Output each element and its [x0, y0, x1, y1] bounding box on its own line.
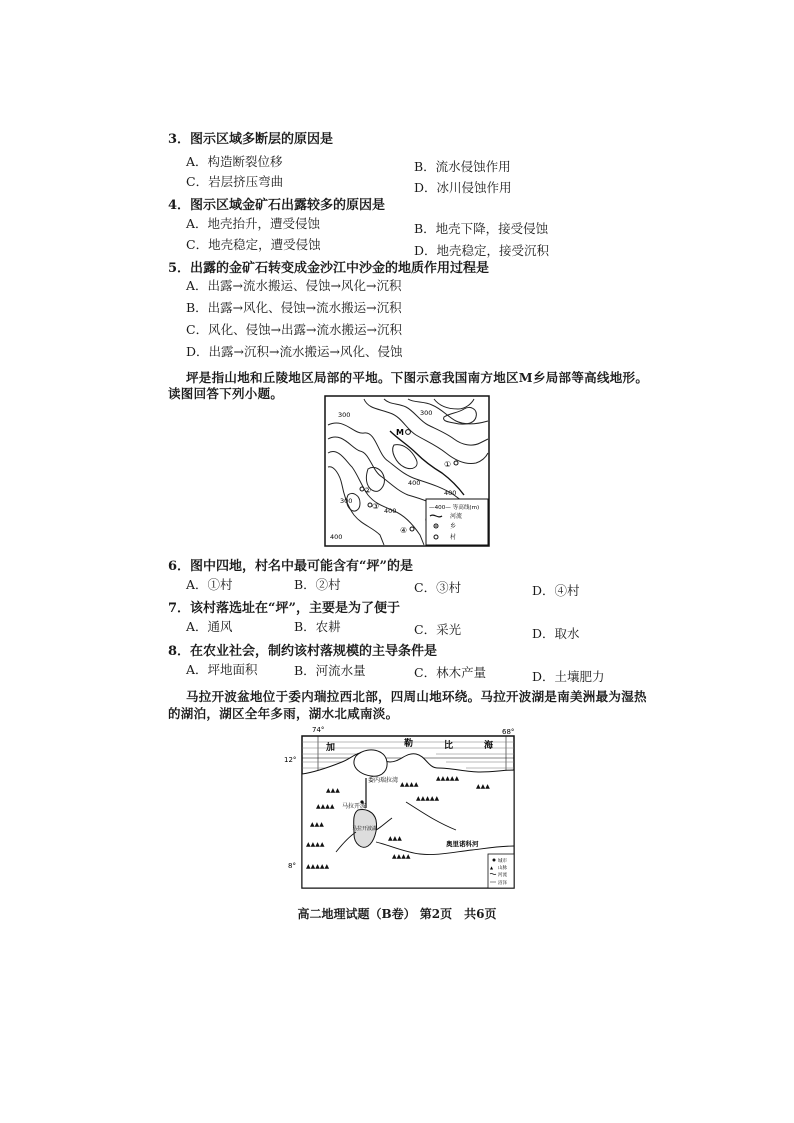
township-label: M	[396, 428, 404, 437]
q7-option-a: A．通风	[186, 619, 233, 634]
q8-option-c: C．林木产量	[414, 665, 487, 680]
q3-option-b: B．流水侵蚀作用	[414, 159, 511, 174]
q4-option-c: C．地壳稳定，遭受侵蚀	[186, 237, 321, 252]
svg-text:▲▲▲▲: ▲▲▲▲	[400, 781, 419, 788]
svg-text:▲▲▲▲▲: ▲▲▲▲▲	[416, 795, 440, 802]
svg-text:▲▲▲▲: ▲▲▲▲	[306, 841, 325, 848]
q4-option-d: D．地壳稳定，接受沉积	[414, 243, 550, 258]
svg-text:▲▲▲: ▲▲▲	[476, 783, 490, 790]
q3-option-c: C．岩层挤压弯曲	[186, 174, 284, 189]
q8-option-d: D．土壤肥力	[532, 669, 605, 684]
legend-township-dot	[435, 525, 437, 527]
question-7-stem: 7．该村落选址在“坪”，主要是为了便于	[168, 601, 401, 616]
maracaibo-map-figure	[284, 722, 518, 892]
q6-option-d: D．④村	[532, 583, 580, 598]
longitude-label: 68°	[502, 728, 515, 736]
legend-village: 村	[450, 534, 457, 541]
svg-text:▲▲▲▲: ▲▲▲▲	[316, 803, 335, 810]
q6-option-b: B．②村	[294, 577, 341, 592]
longitude-label: 74°	[312, 726, 325, 734]
latitude-label: 12°	[284, 756, 297, 764]
contour-map-figure	[324, 395, 490, 547]
svg-text:▲▲▲: ▲▲▲	[310, 821, 324, 828]
legend-river: 河流	[498, 873, 507, 878]
q7-option-d: D．取水	[532, 626, 580, 641]
contour-label: 300	[338, 411, 351, 419]
q8-option-a: A．坪地面积	[186, 662, 258, 677]
question-8-stem: 8．在农业社会，制约该村落规模的主导条件是	[168, 644, 438, 659]
place-maracaibo-lake: 马拉开波湖	[352, 826, 378, 832]
q7-option-b: B．农耕	[294, 619, 341, 634]
q3-option-d: D．冰川侵蚀作用	[414, 180, 512, 195]
contour-label: 400	[408, 479, 421, 487]
village-label: ①	[444, 460, 452, 469]
legend-mountain-symbol: ▲	[490, 865, 494, 870]
svg-text:▲▲▲: ▲▲▲	[326, 787, 340, 794]
svg-text:▲▲▲: ▲▲▲	[388, 835, 402, 842]
contour-label: 400	[330, 533, 343, 541]
village-label: ②	[364, 486, 372, 495]
q5-option-d: D．出露→沉积→流水搬运→风化、侵蚀	[186, 344, 403, 359]
q5-option-c: C．风化、侵蚀→出露→流水搬运→沉积	[186, 322, 402, 337]
legend-city-symbol	[493, 859, 496, 862]
village-label: ③	[372, 502, 380, 511]
page-footer: 高二地理试题（B卷） 第2页 共6页	[297, 907, 497, 921]
place-venezuela-gulf: 委内瑞拉湾	[368, 777, 399, 784]
latitude-label: 8°	[288, 862, 296, 870]
q4-option-a: A．地壳抬升，遭受侵蚀	[186, 216, 321, 231]
legend-township: 乡	[450, 523, 457, 530]
svg-text:▲▲▲▲: ▲▲▲▲	[392, 853, 411, 860]
place-maracaibo: 马拉开波	[342, 803, 367, 810]
contour-label: 400	[384, 507, 397, 515]
q7-option-c: C．采光	[414, 622, 462, 637]
contour-label: 300	[420, 409, 433, 417]
q4-option-b: B．地壳下降，接受侵蚀	[414, 221, 549, 236]
legend-river: 河流	[450, 513, 463, 520]
sea-char: 加	[326, 743, 336, 753]
legend-contour: —400— 等高线(m)	[429, 505, 480, 511]
svg-text:▲▲▲▲▲: ▲▲▲▲▲	[306, 863, 330, 870]
legend-swamp: 沼泽	[498, 881, 507, 886]
q3-option-a: A．构造断裂位移	[186, 154, 283, 169]
legend-city: 城市	[498, 859, 507, 864]
contour-label: 400	[444, 489, 457, 497]
question-3-stem: 3．图示区域多断层的原因是	[168, 132, 334, 147]
passage-2-line-2: 的湖泊，湖区全年多雨，湖水北咸南淡。	[168, 706, 399, 721]
passage-1-line-1: 坪是指山地和丘陵地区局部的平地。下图示意我国南方地区M乡局部等高线地形。	[186, 370, 649, 385]
passage-2-line-1: 马拉开波盆地位于委内瑞拉西北部，四周山地环绕。马拉开波湖是南美洲最为湿热	[186, 689, 647, 704]
svg-text:▲▲▲▲▲: ▲▲▲▲▲	[436, 775, 460, 782]
sea-char: 比	[444, 741, 454, 751]
question-4-stem: 4．图示区域金矿石出露较多的原因是	[168, 198, 386, 213]
q6-option-a: A．①村	[186, 577, 233, 592]
q5-option-a: A．出露→流水搬运、侵蚀→风化→沉积	[186, 278, 402, 293]
question-5-stem: 5．出露的金矿石转变成金沙江中沙金的地质作用过程是	[168, 261, 490, 276]
coastline	[302, 752, 514, 888]
question-6-stem: 6．图中四地，村名中最可能含有“坪”的是	[168, 559, 414, 574]
legend-mountain: 山脉	[498, 866, 507, 871]
contour-label: 300	[340, 497, 353, 505]
q8-option-b: B．河流水量	[294, 663, 366, 678]
sea-char: 海	[484, 741, 494, 751]
place-orinoco-river: 奥里诺科河	[446, 840, 479, 848]
q6-option-c: C．③村	[414, 580, 462, 595]
passage-1-line-2: 读图回答下列小题。	[168, 386, 284, 401]
q5-option-b: B．出露→风化、侵蚀→流水搬运→沉积	[186, 300, 402, 315]
sea-char: 勒	[404, 739, 414, 749]
village-label: ④	[400, 526, 408, 535]
